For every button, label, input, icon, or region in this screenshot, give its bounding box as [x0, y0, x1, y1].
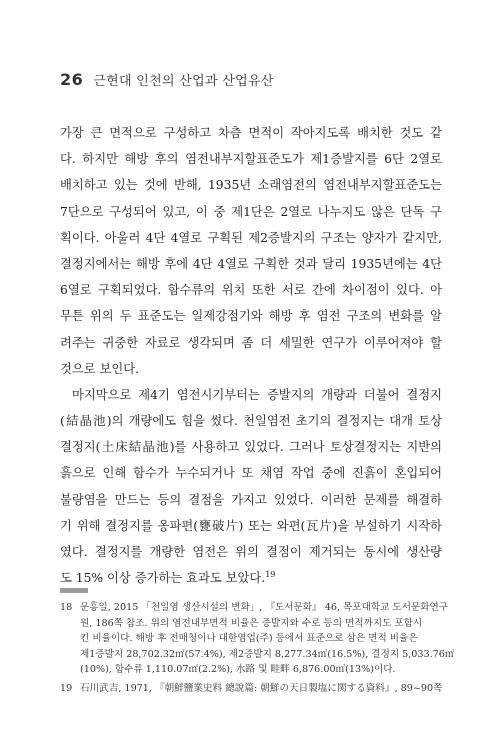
- body-line: 7단으로 구성되어 있고, 이 중 제1단은 2열로 나누지도 않은 단독 구: [60, 204, 442, 219]
- footnote-line: 문홍일, 2015 「천일염 생산시설의 변화」, 『도서문화』 46, 목포대학교 도서문화연구: [80, 602, 449, 613]
- running-title: 근현대 인천의 산업과 산업유산: [93, 74, 274, 89]
- body-line: 불량염을 만드는 등의 결점을 가지고 있었다. 이러한 문제를 해결하: [60, 492, 442, 507]
- footnote-line: 킨 비율이다. 해방 후 전매청이나 대한염업(주) 등에서 표준으로 삼은 면적 비율은: [80, 633, 418, 645]
- body-line: 려주는 귀중한 자료로 생각되며 좀 더 세밀한 연구가 이루어져야 할: [60, 335, 442, 350]
- body-text: [60, 120, 442, 591]
- footnote-text: [80, 600, 454, 678]
- footnote-line: 원, 186쪽 참조. 위의 염전내부면적 비율은 증발지와 수로 등의 면적까지도 포함시: [80, 617, 423, 629]
- body-line: 무튼 위의 두 표준도는 일제강점기와 해방 후 염전 구조의 변화를 알: [60, 309, 442, 324]
- footnotes: [60, 600, 455, 700]
- body-line: 획이다. 아울러 4단 4열로 구획된 제2증발지의 구조는 양자가 같지만,: [60, 230, 442, 245]
- body-line-final: [60, 565, 442, 591]
- footnote-number: 19: [60, 682, 73, 694]
- body-line: (結晶池)의 개량에도 힘을 썼다. 천일염전 초기의 결정지는 대개 토상: [60, 414, 442, 429]
- footnote-line: 제1증발지 28,702.32㎡(57.4%), 제2증발지 8,277.34㎡(16.5%), 결정지 5,033.76㎡: [80, 648, 455, 660]
- body-line: 기 위해 결정지를 옹파편(甕破片) 또는 와편(瓦片)을 부설하기 시작하: [60, 518, 442, 533]
- footnote-line: 石川武吉, 1971, 『朝鮮鹽業史料 總說篇: 朝鮮の天日製塩に関する資料』, 89~90쪽: [80, 682, 443, 694]
- body-line-text: 도 15% 이상 증가하는 효과도 보았다.: [60, 571, 266, 586]
- body-line: 다. 하지만 해방 후의 염전내부지할표준도가 제1증발지를 6단 2열로: [60, 152, 442, 167]
- footnote-text: [80, 681, 442, 697]
- page-header: [60, 70, 274, 89]
- paragraph-start-line: 마지막으로 제4기 염전시기부터는 증발지의 개량과 더불어 결정지: [72, 387, 442, 402]
- body-line: 결정지(土床結晶池)를 사용하고 있었다. 그러나 토상결정지는 지반의: [60, 440, 442, 455]
- body-line: 6열로 구획되었다. 함수류의 위치 또한 서로 간에 차이점이 있다. 아: [60, 283, 442, 298]
- body-line: 배치하고 있는 것에 반해, 1935년 소래염전의 염전내부지할표준도는: [60, 178, 442, 193]
- body-line: 흙으로 인해 함수가 누수되거나 또 채염 작업 중에 진흙이 혼입되어: [60, 466, 442, 481]
- footnote-19: [60, 681, 442, 697]
- body-line: 가장 큰 면적으로 구성하고 차츰 면적이 작아지도록 배치한 것도 같: [60, 126, 442, 140]
- footnote-reference[interactable]: 19: [265, 570, 276, 580]
- body-line: 결정지에서는 해방 후에 4단 4열로 구획한 것과 달리 1935년에는 4단: [60, 256, 442, 271]
- body-line: 것으로 보인다.: [60, 361, 140, 376]
- footnote-divider: [60, 588, 88, 593]
- body-line: 였다. 결정지를 개량한 염전은 위의 결점이 제거되는 동시에 생산량: [60, 545, 442, 559]
- footnote-line: (10%), 함수류 1,110.07㎡(2.2%), 水路 및 畦畔 6,876.00㎡(13%)이다.: [80, 664, 396, 676]
- footnote-18: [60, 600, 455, 678]
- footnote-number: 18: [60, 602, 73, 613]
- page-number: 26: [60, 70, 84, 89]
